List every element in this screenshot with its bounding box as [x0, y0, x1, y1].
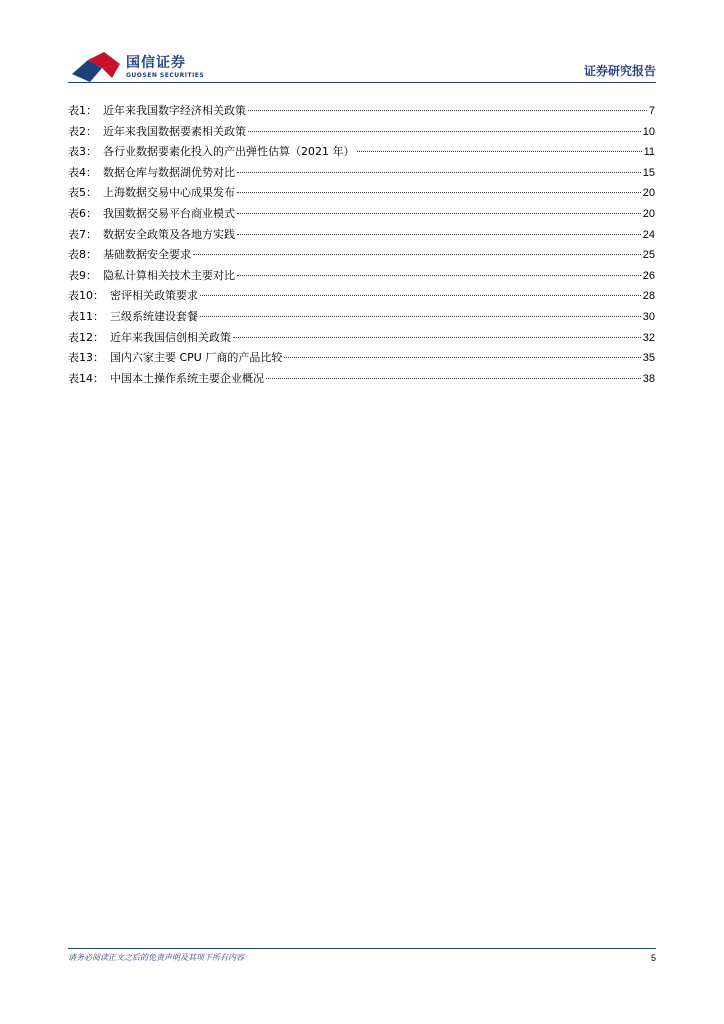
toc-entry-title: 中国本土操作系统主要企业概况: [110, 371, 264, 385]
toc-entry-label: [68, 331, 231, 345]
toc-entry[interactable]: [68, 248, 655, 269]
toc-dot-leader: [237, 172, 641, 173]
toc-entry[interactable]: [68, 228, 655, 249]
toc-entry-page: 30: [642, 310, 655, 323]
toc-entry-title: 基础数据安全要求: [103, 248, 191, 262]
toc-entry-page: 15: [642, 166, 655, 179]
page-number: 5: [650, 953, 656, 963]
toc-dot-leader: [266, 378, 641, 379]
toc-entry-page: 7: [648, 105, 655, 117]
toc-entry-number: 表8：: [68, 248, 97, 262]
table-of-figures: [68, 104, 655, 392]
toc-dot-leader: [200, 295, 641, 296]
toc-entry-page: 25: [642, 249, 655, 262]
toc-dot-leader: [284, 357, 640, 358]
toc-dot-leader: [200, 316, 641, 317]
toc-entry-label: [68, 228, 235, 242]
toc-entry-label: [68, 166, 235, 180]
toc-entry-page: 10: [642, 125, 655, 138]
toc-entry-page: 38: [642, 372, 655, 385]
toc-entry-number: 表7：: [68, 227, 97, 241]
toc-entry-label: [68, 289, 198, 303]
toc-entry-number: 表6：: [68, 206, 97, 220]
toc-entry-page: 32: [642, 331, 655, 344]
toc-dot-leader: [237, 213, 641, 214]
toc-entry-number: 表10：: [68, 289, 104, 303]
toc-entry[interactable]: [68, 207, 655, 228]
toc-entry-title: 国内六家主要 CPU 厂商的产品比较: [110, 351, 283, 365]
report-type-label: 证券研究报告: [583, 64, 656, 78]
toc-entry[interactable]: [68, 186, 655, 207]
toc-entry[interactable]: [68, 310, 655, 331]
toc-entry-title: 近年来我国数字经济相关政策: [103, 104, 246, 117]
toc-entry-label: [68, 310, 198, 324]
toc-entry[interactable]: [68, 289, 655, 310]
toc-entry-number: 表14：: [68, 371, 104, 385]
toc-dot-leader: [233, 337, 641, 338]
toc-dot-leader: [357, 151, 642, 152]
toc-entry-label: [68, 269, 235, 283]
toc-entry-page: 20: [642, 207, 655, 220]
logo-english-name: GUOSEN SECURITIES: [126, 72, 205, 79]
toc-entry-number: 表9：: [68, 268, 97, 282]
toc-entry-number: 表12：: [68, 330, 104, 344]
toc-entry[interactable]: [68, 351, 655, 372]
header-divider: [68, 82, 656, 83]
guosen-logo-icon: [68, 50, 124, 84]
toc-entry-label: [68, 207, 235, 221]
toc-entry-page: 11: [643, 146, 655, 159]
toc-entry[interactable]: [68, 104, 655, 125]
toc-entry-number: 表2：: [68, 124, 97, 138]
toc-entry-page: 26: [642, 269, 655, 282]
toc-entry-page: 24: [642, 228, 655, 241]
toc-entry-number: 表11：: [68, 309, 104, 323]
toc-entry-number: 表13：: [68, 351, 104, 365]
toc-entry-number: 表5：: [68, 186, 97, 200]
logo-chinese-name: 国信证券: [126, 55, 186, 71]
toc-entry-title: 近年来我国信创相关政策: [110, 330, 231, 344]
footer-disclaimer: 请务必阅读正文之后的免责声明及其项下所有内容: [68, 953, 244, 962]
toc-entry-title: 密评相关政策要求: [110, 289, 198, 303]
toc-entry-title: 数据仓库与数据湖优势对比: [103, 165, 235, 179]
toc-entry[interactable]: [68, 269, 655, 290]
toc-entry[interactable]: [68, 166, 655, 187]
page-header: [0, 0, 724, 90]
toc-dot-leader: [237, 192, 641, 193]
toc-entry-title: 各行业数据要素化投入的产出弹性估算（2021 年）: [103, 145, 355, 159]
toc-entry-title: 三级系统建设套餐: [110, 309, 198, 323]
footer-divider: [68, 948, 656, 949]
toc-entry-label: [68, 372, 264, 386]
toc-entry-label: [68, 248, 191, 262]
toc-entry[interactable]: [68, 125, 655, 146]
toc-entry-label: [68, 145, 355, 159]
toc-entry-page: 35: [642, 352, 655, 365]
toc-entry-title: 我国数据交易平台商业模式: [103, 206, 235, 220]
toc-entry-page: 28: [642, 290, 655, 303]
toc-entry-title: 上海数据交易中心成果发布: [103, 186, 235, 200]
company-logo: [68, 50, 228, 86]
toc-entry-label: [68, 351, 282, 365]
toc-entry-number: 表3：: [68, 145, 97, 159]
toc-entry-label: [68, 125, 246, 139]
toc-entry-label: [68, 104, 246, 118]
toc-entry-page: 20: [642, 187, 655, 200]
toc-entry-number: 表1：: [68, 104, 97, 117]
toc-entry-label: [68, 186, 235, 200]
toc-entry-title: 数据安全政策及各地方实践: [103, 227, 235, 241]
toc-entry-title: 隐私计算相关技术主要对比: [103, 268, 235, 282]
toc-entry[interactable]: [68, 145, 655, 166]
toc-entry[interactable]: [68, 372, 655, 393]
toc-dot-leader: [237, 234, 641, 235]
toc-entry[interactable]: [68, 331, 655, 352]
toc-entry-number: 表4：: [68, 165, 97, 179]
toc-entry-title: 近年来我国数据要素相关政策: [103, 124, 246, 138]
toc-dot-leader: [193, 254, 641, 255]
toc-dot-leader: [237, 275, 641, 276]
toc-dot-leader: [248, 131, 641, 132]
toc-dot-leader: [248, 110, 647, 111]
